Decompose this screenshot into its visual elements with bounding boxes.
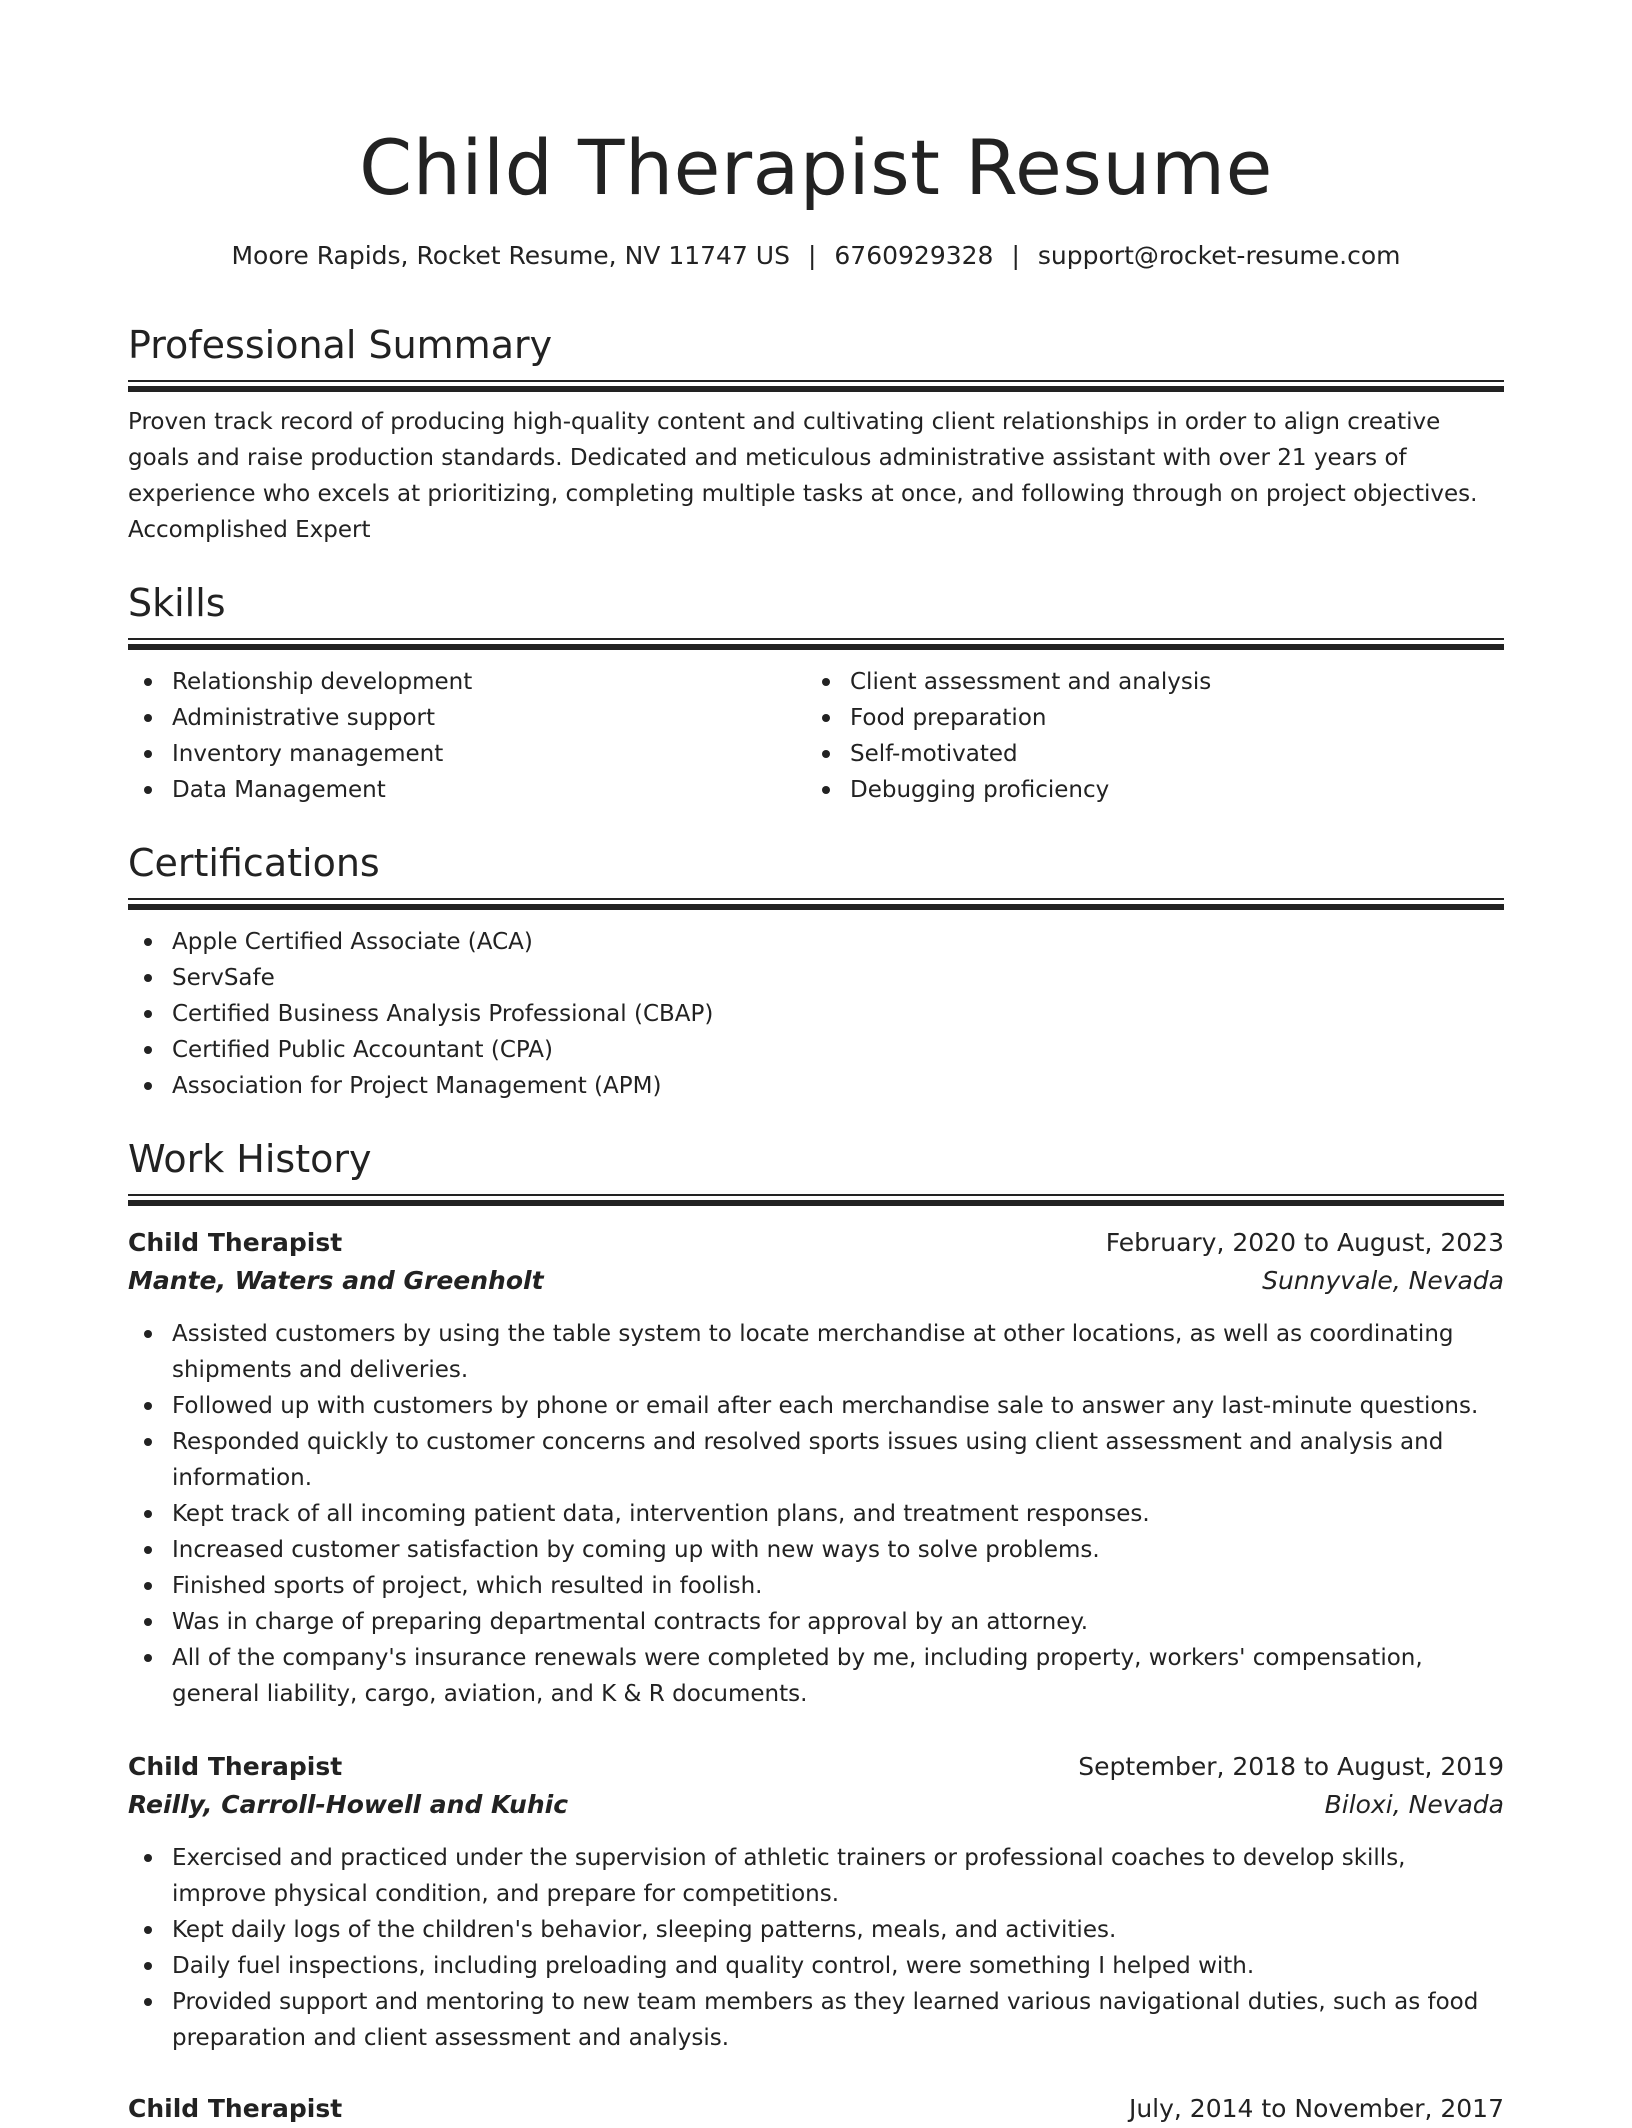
job-duty-item: Was in charge of preparing departmental contracts for approval by an attorney. (128, 1604, 1504, 1640)
job-location: Biloxi, Nevada (1324, 1790, 1504, 1819)
contact-separator: | (1011, 241, 1020, 270)
job-duties-list (128, 1840, 1504, 2056)
work-history-section (128, 1134, 1504, 1206)
job-subheader (128, 1786, 1504, 1824)
job-duty-item: Daily fuel inspections, including preloading and quality control, were something I helped with. (128, 1948, 1504, 1984)
certifications-heading: Certifications (128, 841, 380, 885)
job-duty-item: Assisted customers by using the table system to locate merchandise at other locations, as well as coordinating shipments and deliveries. (128, 1316, 1504, 1388)
certification-item: Certified Business Analysis Professional (CBAP) (128, 996, 1504, 1032)
summary-heading: Professional Summary (128, 323, 553, 367)
summary-text: Proven track record of producing high-quality content and cultivating client relationships in order to align creative goals and raise production standards. Dedicated and meticulous administrative assistant with over 21 years of experience who excels at prioritizing, completing multiple tasks at once, and following through on project objectives. Accomplished Expert (128, 409, 1478, 543)
skills-column-right (806, 664, 1484, 808)
job-duty-item: Responded quickly to customer concerns and resolved sports issues using client assessment and analysis and information. (128, 1424, 1504, 1496)
contact-phone: 6760929328 (834, 241, 994, 270)
skill-item: Client assessment and analysis (806, 664, 1484, 700)
job-company: Mante, Waters and Greenholt (128, 1266, 544, 1295)
work-history-heading: Work History (128, 1137, 372, 1181)
job-duty-item: Increased customer satisfaction by coming up with new ways to solve problems. (128, 1532, 1504, 1568)
contact-line (128, 236, 1504, 276)
certification-item: Apple Certified Associate (ACA) (128, 924, 1504, 960)
job-duty-item: Followed up with customers by phone or email after each merchandise sale to answer any last-minute questions. (128, 1388, 1504, 1424)
job-duty-item: Provided support and mentoring to new team members as they learned various navigational duties, such as food preparation and client assessment and analysis. (128, 1984, 1504, 2056)
skills-section (128, 578, 1504, 808)
section-divider (128, 638, 1504, 650)
job-dates: February, 2020 to August, 2023 (1105, 1228, 1504, 1257)
job-dates: September, 2018 to August, 2019 (1078, 1752, 1504, 1781)
certifications-list (128, 924, 1504, 1104)
job-location: Sunnyvale, Nevada (1262, 1266, 1504, 1295)
summary-section (128, 320, 1504, 548)
contact-address: Moore Rapids, Rocket Resume, NV 11747 US (231, 241, 790, 270)
skills-heading: Skills (128, 581, 226, 625)
job-duties-list (128, 1316, 1504, 1712)
job-company: Reilly, Carroll-Howell and Kuhic (128, 1790, 569, 1819)
skill-item: Administrative support (128, 700, 806, 736)
skill-item: Data Management (128, 772, 806, 808)
job-duty-item: Kept daily logs of the children's behavior, sleeping patterns, meals, and activities. (128, 1912, 1504, 1948)
skills-grid (128, 664, 1504, 808)
job-subheader (128, 1262, 1504, 1300)
job-title: Child Therapist (128, 1752, 343, 1781)
skill-item: Relationship development (128, 664, 806, 700)
job-title: Child Therapist (128, 1228, 343, 1257)
section-divider (128, 898, 1504, 910)
contact-separator: | (807, 241, 817, 270)
skills-column-left (128, 664, 806, 808)
job-duty-item: Kept track of all incoming patient data, intervention plans, and treatment responses. (128, 1496, 1504, 1532)
section-divider (128, 1194, 1504, 1206)
skill-item: Inventory management (128, 736, 806, 772)
contact-email: support@rocket-resume.com (1037, 241, 1401, 270)
job-duty-item: Finished sports of project, which resulted in foolish. (128, 1568, 1504, 1604)
job-duty-item: Exercised and practiced under the supervision of athletic trainers or professional coaches to develop skills, improve physical condition, and prepare for competitions. (128, 1840, 1504, 1912)
job-entry (128, 2090, 1504, 2128)
resume-title: Child Therapist Resume (359, 123, 1273, 212)
job-title: Child Therapist (128, 2094, 343, 2123)
job-entry (128, 1748, 1504, 2056)
skill-item: Debugging proficiency (806, 772, 1484, 808)
certification-item: Association for Project Management (APM) (128, 1068, 1504, 1104)
job-duty-item: All of the company's insurance renewals were completed by me, including property, workers' compensation, general liability, cargo, aviation, and K & R documents. (128, 1640, 1504, 1712)
job-header (128, 2090, 1504, 2128)
job-dates: July, 2014 to November, 2017 (1128, 2094, 1504, 2123)
skill-item: Food preparation (806, 700, 1484, 736)
job-header (128, 1224, 1504, 1262)
job-entry (128, 1224, 1504, 1712)
section-divider (128, 380, 1504, 392)
job-header (128, 1748, 1504, 1786)
certifications-section (128, 838, 1504, 1104)
certification-item: ServSafe (128, 960, 1504, 996)
skill-item: Self-motivated (806, 736, 1484, 772)
certification-item: Certified Public Accountant (CPA) (128, 1032, 1504, 1068)
